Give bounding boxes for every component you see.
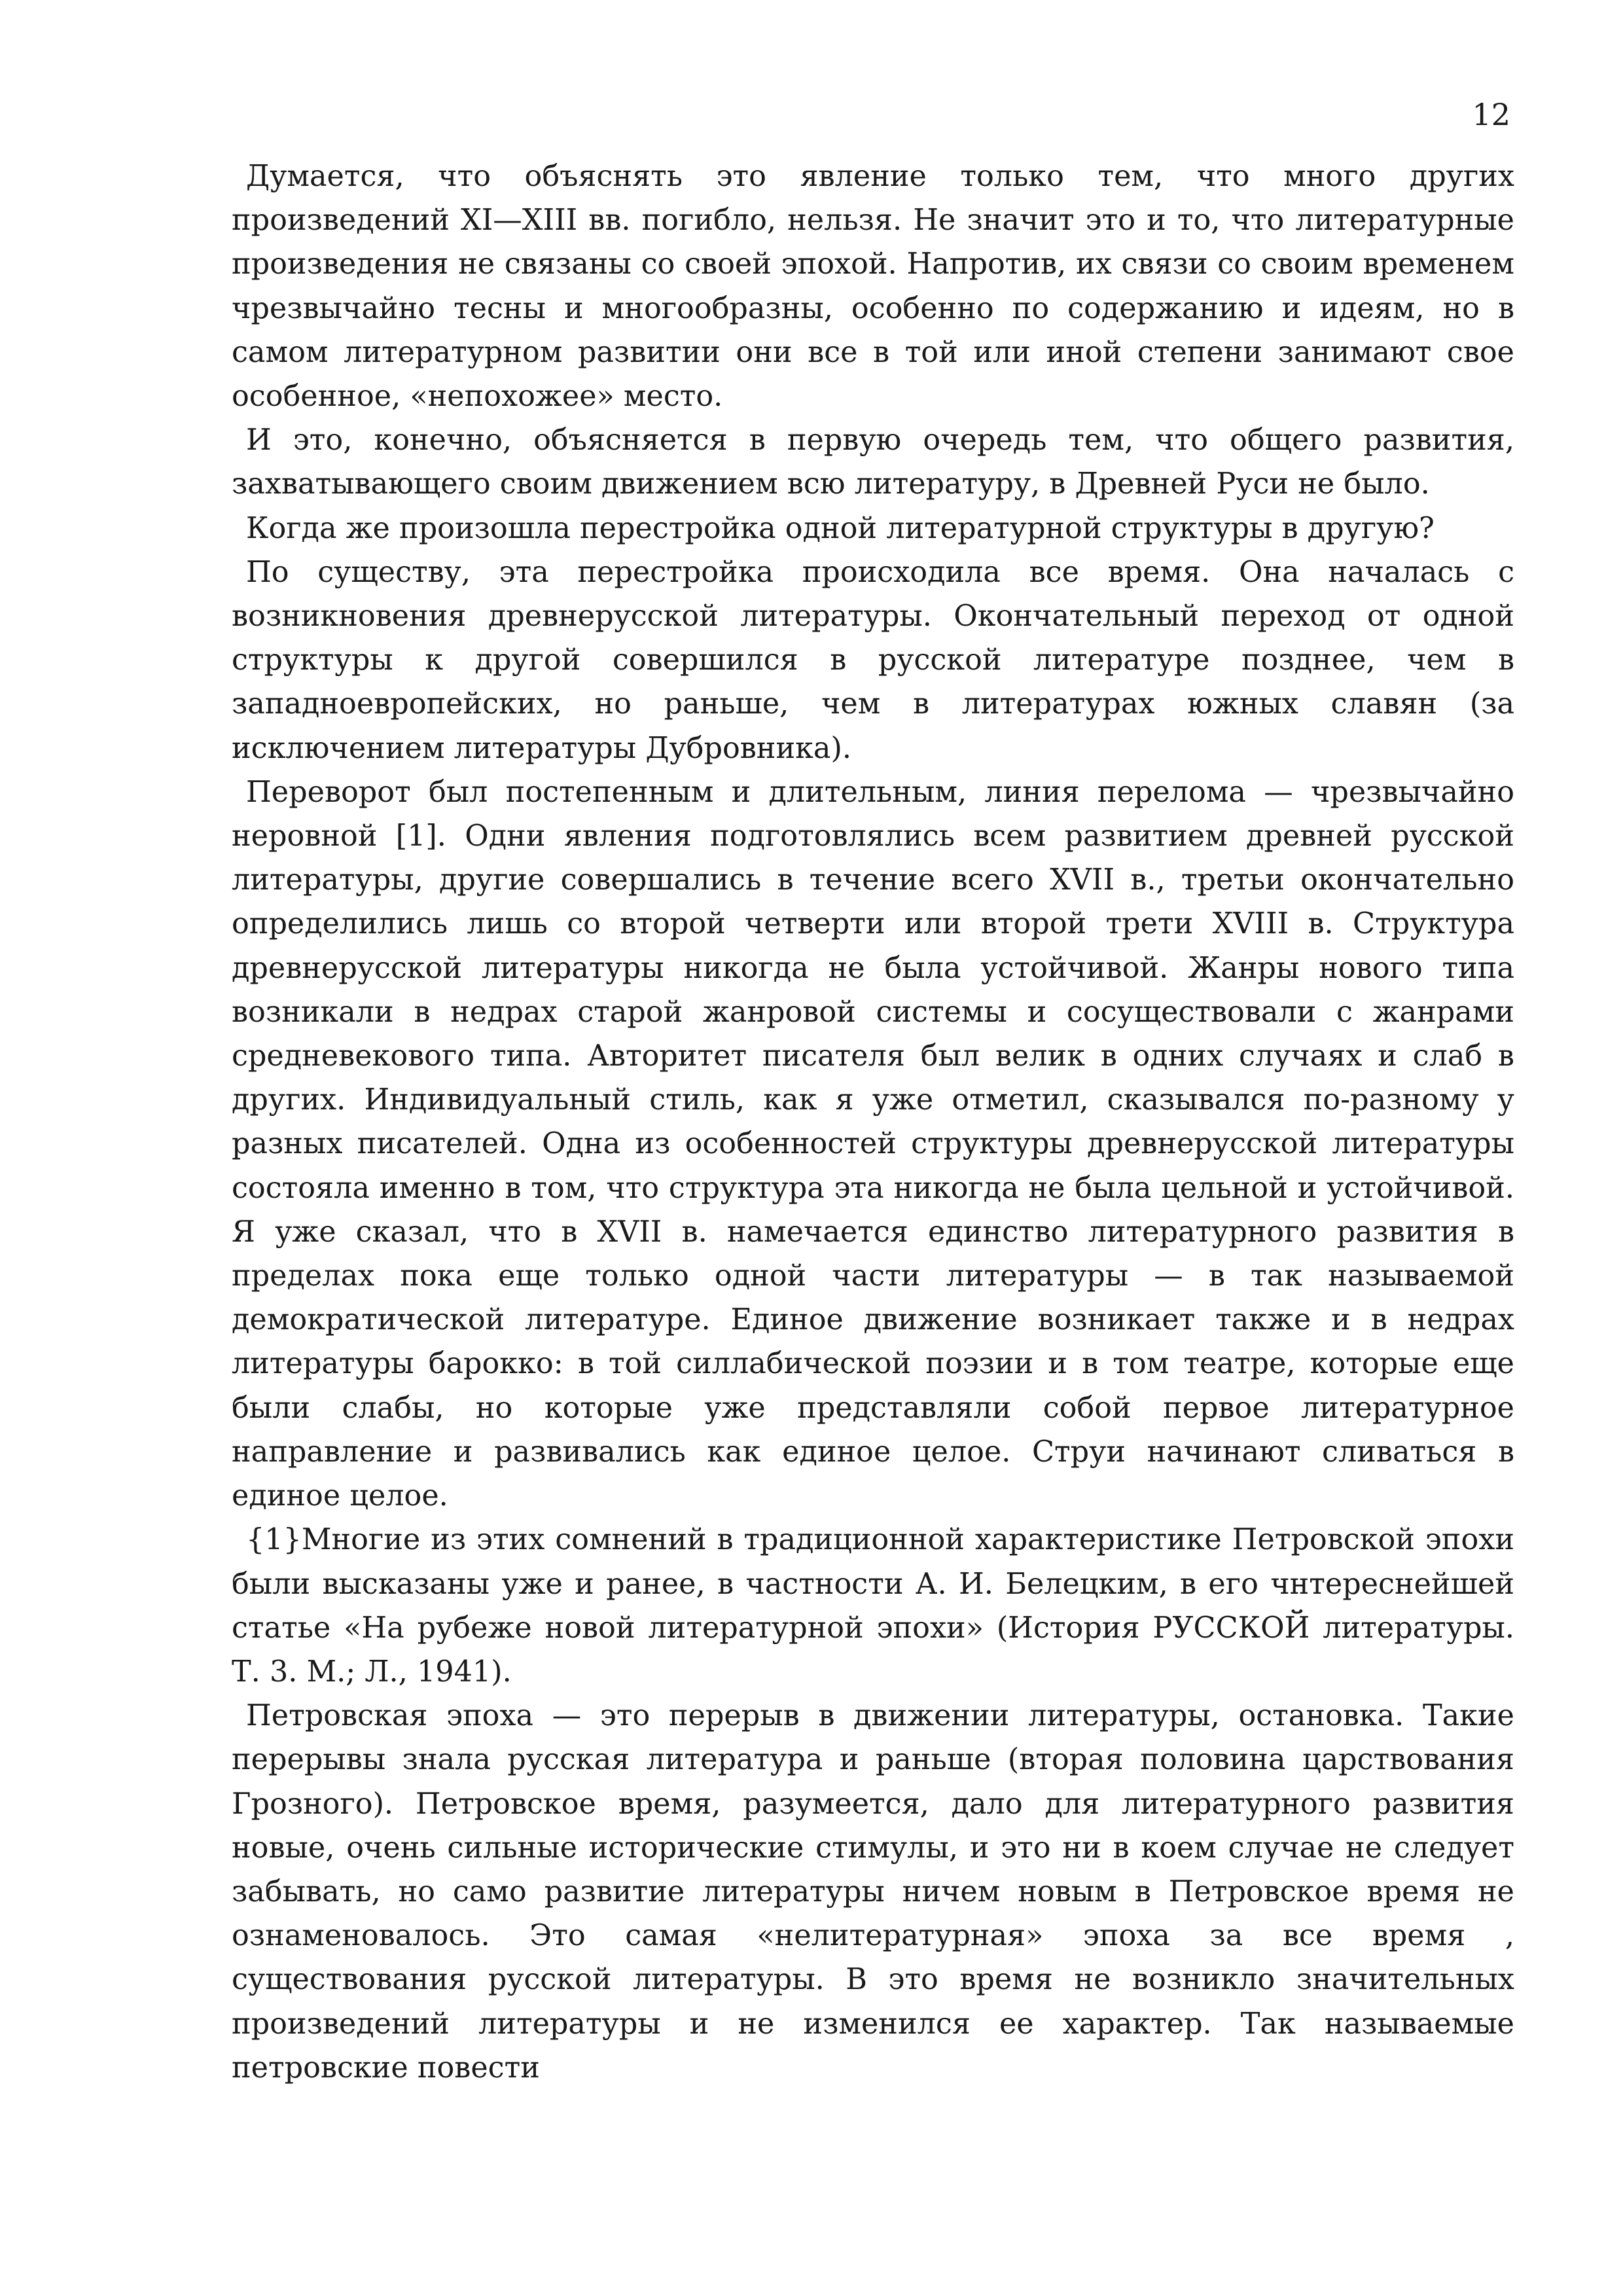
paragraph-4: По существу, эта перестройка происходила все время. Она началась с возникновения древнерусской литературы. Окончательный переход от одной структуры к другой совершился в русской литературе позднее, чем в западноевропейских, но раньше, чем в литературах южных славян (за исключением литературы Дубровника). xyxy=(232,555,1514,765)
footnote-1: {1}Многие из этих сомнений в традиционной характеристике Петровской эпохи были высказаны уже и ранее, в частности А. И. Белецким, в его чнтереснейшей статье «На рубеже новой литературной эпохи» (История РУССКОЙ литературы. Т. 3. М.; Л., 1941). xyxy=(232,1523,1514,1689)
paragraph-6: Петровская эпоха — это перерыв в движении литературы, остановка. Такие перерывы знала русская литература и раньше (вторая половина царствования Грозного). Петровское время, разумеется, дало для литературного развития новые, очень сильные исторические стимулы, и это ни в коем случае не следует забывать, но само развитие литературы ничем новым в Петровское время не ознаменовалось. Это самая «нелитературная» эпоха за все время , существования русской литературы. В это время не возникло значительных произведений литературы и не изменился ее характер. Так называемые петровские повести xyxy=(232,1699,1514,2085)
paragraph-3: Когда же произошла перестройка одной литературной структуры в другую? xyxy=(246,511,1435,545)
paragraph-5: Переворот был постепенным и длительным, линия перелома — чрезвычайно неровной [1]. Одни явления подготовлялись всем развитием древней русской литературы, другие совершались в течение всего XVII в., третьи окончательно определились лишь со второй четверти или второй трети XVIII в. Структура древнерусской литературы никогда не была устойчивой. Жанры нового типа возникали в недрах старой жанровой системы и сосуществовали с жанрами средневекового типа. Авторитет писателя был велик в одних случаях и слаб в других. Индивидуальный стиль, как я уже отметил, сказывался по-разному у разных писателей. Одна из особенностей структуры древнерусской литературы состояла именно в том, что структура эта никогда не была цельной и устойчивой. Я уже сказал, что в XVII в. намечается единство литературного развития в пределах пока еще только одной части литературы — в так называемой демократической литературе. Единое движение возникает также и в недрах литературы барокко: в той силлабической поэзии и в том театре, которые еще были слабы, но которые уже представляли собой первое литературное направление и развивались как единое целое. Струи начинают сливаться в единое целое. xyxy=(232,775,1514,1513)
body-text xyxy=(232,154,1514,2090)
paragraph-2: И это, конечно, объясняется в первую очередь тем, что общего развития, захватывающего своим движением всю литературу, в Древней Руси не было. xyxy=(232,423,1514,501)
paragraph-1: Думается, что объяснять это явление только тем, что много других произведений XI—XIII вв. погибло, нельзя. Не значит это и то, что литературные произведения не связаны со своей эпохой. Напротив, их связи со своим временем чрезвычайно тесны и многообразны, особенно по содержанию и идеям, но в самом литературном развитии они все в той или иной степени занимают свое особенное, «непохожее» место. xyxy=(232,160,1514,414)
page-number: 12 xyxy=(1472,97,1510,132)
